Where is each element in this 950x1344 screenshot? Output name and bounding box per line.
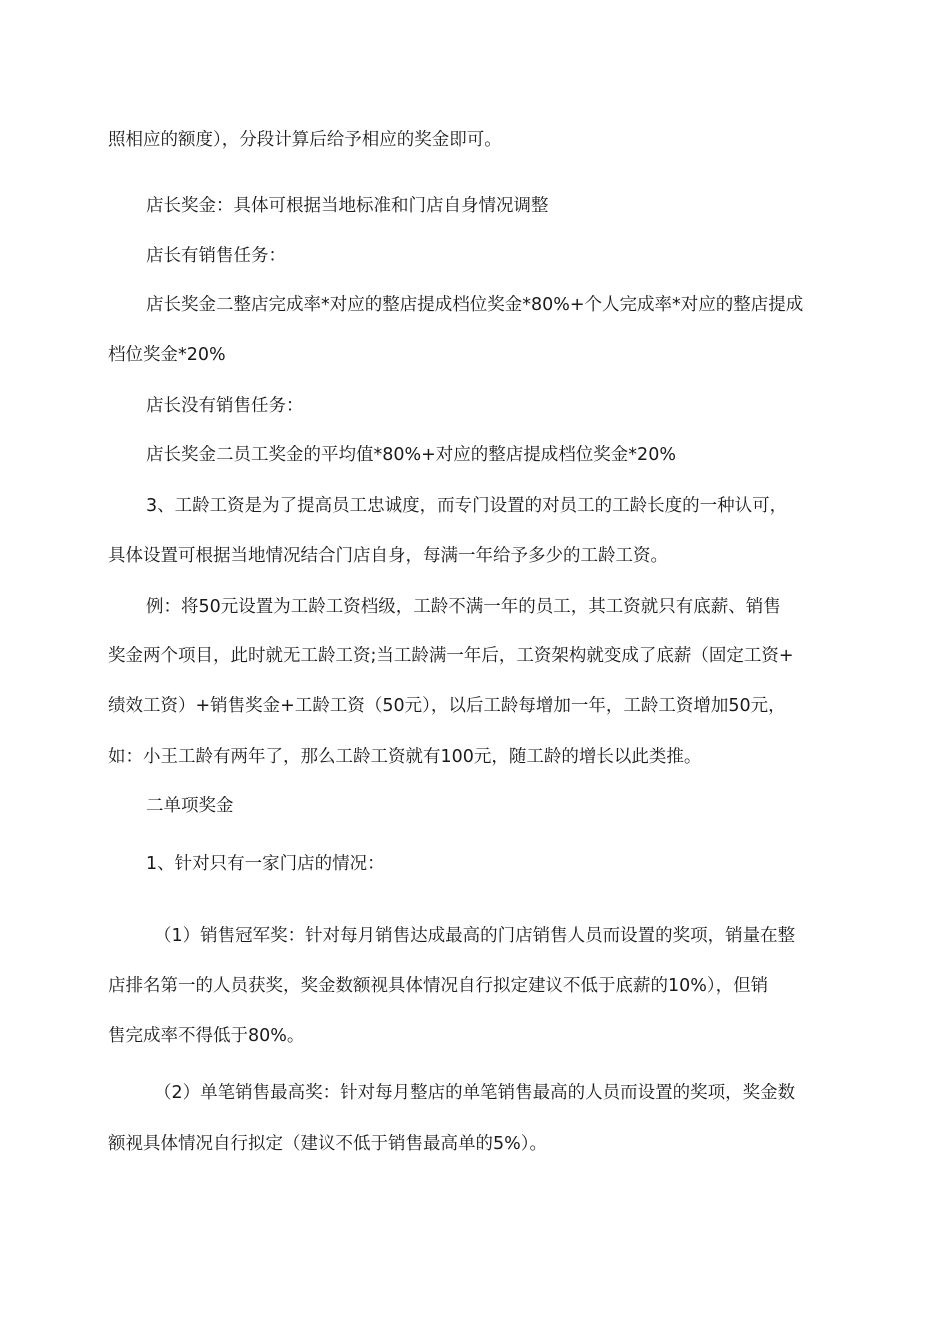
text-line: 1、针对只有一家门店的情况： [146, 854, 385, 874]
text-line: 奖金两个项目，此时就无工龄工资;当工龄满一年后，工资架构就变成了底薪（固定工资+ [108, 646, 794, 666]
text-line: 店长奖金二员工奖金的平均值*80%+对应的整店提成档位奖金*20% [146, 445, 676, 465]
text-line: （1）销售冠军奖：针对每月销售达成最高的门店销售人员而设置的奖项，销量在整 [154, 926, 796, 946]
text-line: 如：小王工龄有两年了，那么工龄工资就有100元，随工龄的增长以此类推。 [108, 747, 702, 767]
text-line: （2）单笔销售最高奖：针对每月整店的单笔销售最高的人员而设置的奖项，奖金数 [154, 1083, 796, 1103]
text-line: 店长有销售任务： [146, 246, 286, 266]
text-line: 照相应的额度），分段计算后给予相应的奖金即可。 [108, 130, 502, 150]
text-line: 具体设置可根据当地情况结合门店自身，每满一年给予多少的工龄工资。 [108, 546, 668, 566]
text-line: 店排名第一的人员获奖，奖金数额视具体情况自行拟定建议不低于底薪的10%），但销 [108, 976, 769, 996]
text-line: 售完成率不得低于80%。 [108, 1026, 305, 1046]
text-line: 额视具体情况自行拟定（建议不低于销售最高单的5%）。 [108, 1134, 548, 1154]
section-heading: 二单项奖金 [146, 796, 234, 816]
text-line: 店长奖金：具体可根据当地标准和门店自身情况调整 [146, 196, 549, 216]
text-line: 店长没有销售任务： [146, 396, 304, 416]
text-line: 例：将50元设置为工龄工资档级，工龄不满一年的员工，其工资就只有底薪、销售 [146, 597, 781, 617]
text-line: 3、工龄工资是为了提高员工忠诚度，而专门设置的对员工的工龄长度的一种认可， [146, 496, 788, 516]
text-line: 店长奖金二整店完成率*对应的整店提成档位奖金*80%+个人完成率*对应的整店提成 [146, 295, 804, 315]
text-line: 档位奖金*20% [108, 345, 226, 365]
text-line: 绩效工资）+销售奖金+工龄工资（50元），以后工龄每增加一年，工龄工资增加50元， [108, 696, 786, 716]
